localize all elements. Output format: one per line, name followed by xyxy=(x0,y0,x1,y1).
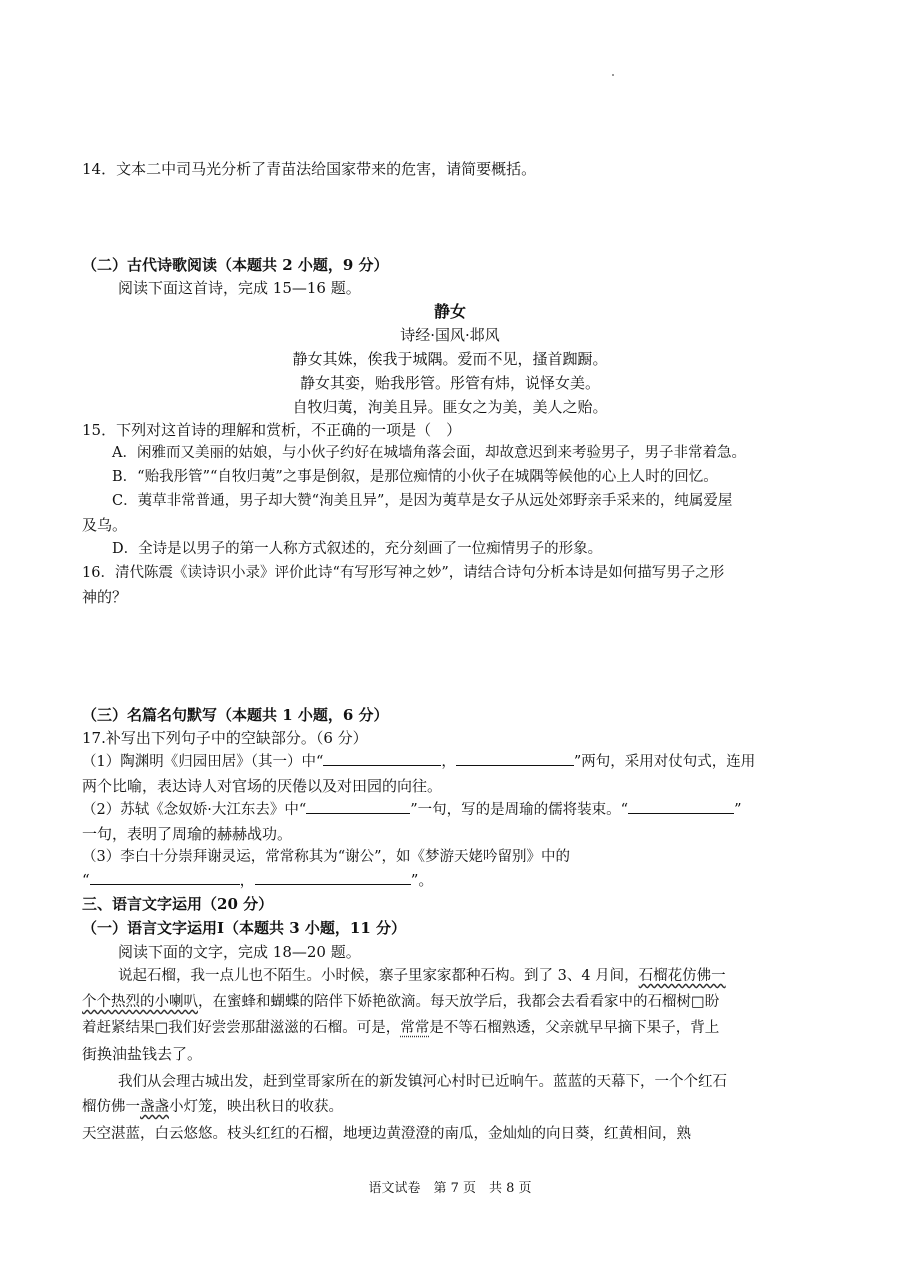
passage-paragraph-2-line-2 xyxy=(82,1096,343,1118)
page-footer: 语文试卷 第 7 页 共 8 页 xyxy=(368,1181,532,1196)
scan-dot xyxy=(612,74,614,76)
recitation-item-3: （3）李白十分崇拜谢灵运，常常称其为“谢公”，如《梦游天姥吟留别》中的 xyxy=(82,849,571,865)
item-1-comma: ， xyxy=(441,754,456,770)
recitation-item-1-continued: 两个比喻，表达诗人对官场的厌倦以及对田园的向往。 xyxy=(82,777,443,795)
wavy-underlined-text: 盏盏 xyxy=(140,1099,169,1115)
passage-text: 说起石榴，我一点儿也不陌生。小时候，寨子里家家都种石构。到了 3、4 月间， xyxy=(118,968,639,984)
passage-paragraph-1 xyxy=(118,965,726,987)
poem-line: 静女其娈，贻我彤管。彤管有炜，说怿女美。 xyxy=(299,374,600,392)
item-1-text-end: ”两句，采用对仗句式，连用 xyxy=(573,754,756,770)
answer-blank[interactable] xyxy=(323,751,441,766)
answer-blank[interactable] xyxy=(628,799,734,814)
item-1-text: （1）陶渊明《归园田居》（其一）中“ xyxy=(82,754,324,770)
item-2-text: （2）苏轼《念奴娇·大江东去》中“ xyxy=(82,802,307,818)
wavy-underlined-text: 石榴花仿佛一 xyxy=(638,968,726,984)
item-2-text-mid: ”一句，写的是周瑜的儒将装束。“ xyxy=(410,802,629,818)
option-b: B．“贻我彤管”“自牧归荑”之事是倒叙，是那位痴情的小伙子在城隅等候他的心上人时的回忆。 xyxy=(112,469,718,485)
recitation-item-3-answer xyxy=(82,869,433,891)
wavy-underlined-text: 个个热烈的小喇叭 xyxy=(82,994,198,1010)
passage-paragraph-1-line-4: 街换油盐钱去了。 xyxy=(82,1045,203,1063)
option-c-continued: 及乌。 xyxy=(82,516,128,534)
passage-text: 是不等石榴熟透，父亲就早早摘下果子，背上 xyxy=(429,1020,720,1036)
passage-paragraph-1-line-3 xyxy=(82,1017,719,1039)
part-three-heading: 三、语言文字运用（20 分） xyxy=(82,895,274,913)
answer-blank[interactable] xyxy=(255,870,411,885)
recitation-item-2-continued: 一句，表明了周瑜的赫赫战功。 xyxy=(82,825,293,843)
dotted-emphasis-text: 常常 xyxy=(400,1020,430,1036)
poem-source: 诗经·国风·邶风 xyxy=(400,326,500,344)
passage-paragraph-3: 天空湛蓝，白云悠悠。枝头红红的石榴，地埂边黄澄澄的南瓜，金灿灿的向日葵，红黄相间，熟 xyxy=(82,1126,691,1142)
question-16-continued: 神的？ xyxy=(82,588,128,606)
section-heading-recitation: （三）名篇名句默写（本题共 1 小题，6 分） xyxy=(82,706,389,724)
language-instruction: 阅读下面的文字，完成 18—20 题。 xyxy=(118,943,361,961)
answer-blank[interactable] xyxy=(456,751,574,766)
passage-text: 小灯笼，映出秋日的收获。 xyxy=(169,1099,343,1115)
question-16: 16．清代陈震《读诗识小录》评价此诗“有写形写神之妙”，请结合诗句分析本诗是如何描写男子之形 xyxy=(82,565,725,581)
poetry-instruction: 阅读下面这首诗，完成 15—16 题。 xyxy=(118,279,361,297)
question-15: 15．下列对这首诗的理解和赏析，不正确的一项是（ ） xyxy=(82,421,462,439)
poem-line: 自牧归荑，洵美且异。匪女之为美，美人之贻。 xyxy=(292,398,608,416)
option-d: D．全诗是以男子的第一人称方式叙述的，充分刻画了一位痴情男子的形象。 xyxy=(112,541,603,557)
answer-blank[interactable] xyxy=(306,799,410,814)
passage-paragraph-2: 我们从会理古城出发，赶到堂哥家所在的新发镇河心村时已近晌午。蓝蓝的天幕下，一个个红石 xyxy=(118,1074,727,1090)
question-17: 17.补写出下列句子中的空缺部分。（6 分） xyxy=(82,729,368,747)
option-c: C．荑草非常普通，男子却大赞“洵美且异”，是因为荑草是女子从远处郊野亲手采来的，纯属爱屋 xyxy=(112,493,733,509)
section-heading-poetry: （二）古代诗歌阅读（本题共 2 小题，9 分） xyxy=(82,256,389,274)
answer-blank[interactable] xyxy=(90,870,240,885)
item-2-close-quote: ” xyxy=(734,802,742,818)
section-heading-language: （一）语言文字运用Ⅰ（本题共 3 小题，11 分） xyxy=(82,919,406,937)
recitation-item-2 xyxy=(82,799,742,821)
item-3-comma: ， xyxy=(239,871,255,889)
passage-text: ，在蜜蜂和蝴蝶的陪伴下娇艳欲滴。每天放学后，我都会去看看家中的石榴树□盼 xyxy=(198,994,720,1010)
item-3-close-quote: ”。 xyxy=(410,871,434,889)
poem-line: 静女其姝，俟我于城隅。爱而不见，搔首踟蹰。 xyxy=(292,350,608,368)
question-14: 14．文本二中司马光分析了青苗法给国家带来的危害，请简要概括。 xyxy=(82,160,537,178)
poem-title: 静女 xyxy=(433,302,466,321)
passage-text: 榴仿佛一 xyxy=(82,1099,140,1115)
passage-text: 着赶紧结果□我们好尝尝那甜滋滋的石榴。可是， xyxy=(82,1020,401,1036)
passage-paragraph-1-line-2 xyxy=(82,991,719,1013)
option-a: A．闲雅而又美丽的姑娘，与小伙子约好在城墙角落会面，却故意迟到来考验男子，男子非常着急。 xyxy=(112,445,746,461)
item-3-open-quote: “ xyxy=(82,871,90,889)
recitation-item-1 xyxy=(82,751,755,773)
